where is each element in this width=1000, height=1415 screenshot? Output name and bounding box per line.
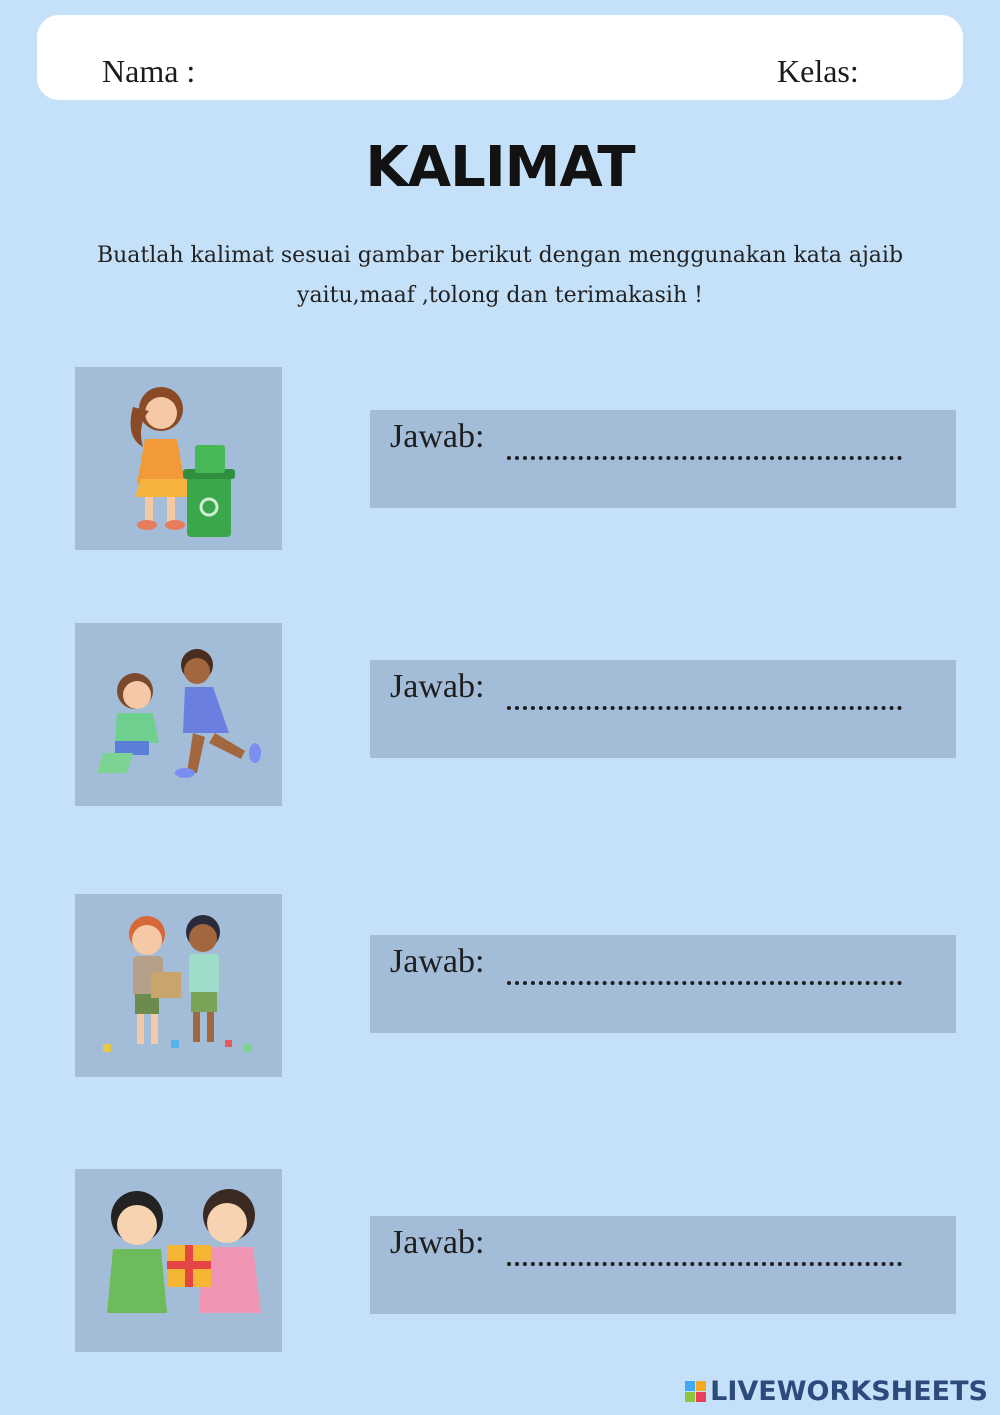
boys-sharing-icon xyxy=(75,894,282,1077)
answer-line[interactable] xyxy=(507,456,902,460)
girl-trash-bin-icon xyxy=(75,367,282,550)
answer-box-4[interactable] xyxy=(370,1216,956,1314)
class-label: Kelas: xyxy=(777,53,859,89)
answer-box-3[interactable] xyxy=(370,935,956,1033)
children-helping-icon xyxy=(75,623,282,806)
answer-label: Jawab: xyxy=(390,668,485,705)
instructions-line-2: yaitu,maaf ,tolong dan terimakasih ! xyxy=(297,283,703,308)
answer-label: Jawab: xyxy=(390,418,485,455)
answer-line[interactable] xyxy=(507,1262,902,1266)
answer-label: Jawab: xyxy=(390,943,485,980)
liveworksheets-logo xyxy=(685,1376,988,1407)
answer-line[interactable] xyxy=(507,981,902,985)
student-info-card xyxy=(37,15,963,100)
answer-label: Jawab: xyxy=(390,1224,485,1261)
answer-box-1[interactable] xyxy=(370,410,956,508)
name-label: Nama : xyxy=(102,53,196,89)
answer-line[interactable] xyxy=(507,706,902,710)
answer-box-2[interactable] xyxy=(370,660,956,758)
page-title: KALIMAT xyxy=(365,135,635,200)
girls-gift-icon xyxy=(75,1169,282,1352)
instructions-line-1: Buatlah kalimat sesuai gambar berikut dengan menggunakan kata ajaib xyxy=(96,243,904,268)
instructions xyxy=(40,236,960,316)
brand-text: LIVEWORKSHEETS xyxy=(710,1376,988,1407)
liveworksheets-logo-icon xyxy=(685,1381,706,1402)
